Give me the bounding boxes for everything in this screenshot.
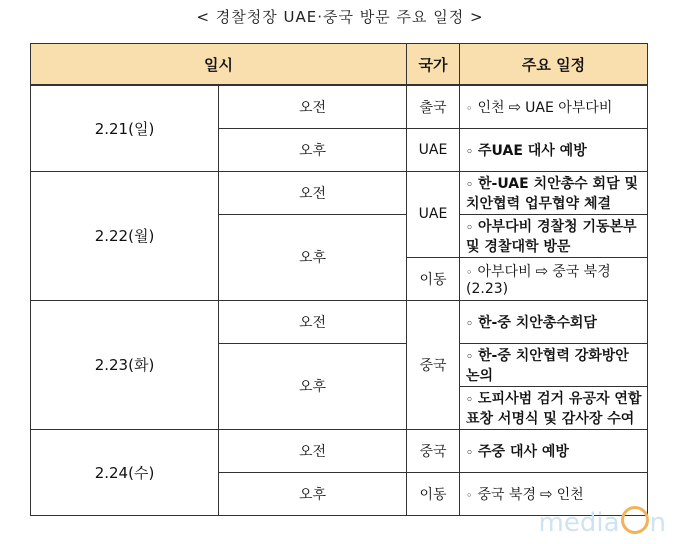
event-text: 도피사범 검거 유공자 연합표창 서명식 및 감사장 수여: [466, 390, 642, 427]
event-text: 아부다비 경찰청 기동본부 및 경찰대학 방문: [466, 218, 637, 255]
ring-bullet-icon: ◦: [466, 265, 473, 279]
time-cell: 오전: [219, 429, 407, 472]
schedule-table: [30, 43, 648, 516]
time-cell: 오후: [219, 472, 407, 515]
time-cell: 오전: [219, 300, 407, 343]
ring-bullet-icon: ◦: [466, 177, 474, 191]
watermark-prefix: media: [538, 508, 620, 538]
date-cell: 2.22(월): [31, 171, 219, 300]
event-text: 한-UAE 치안총수 회담 및 치안협력 업무협약 체결: [466, 175, 638, 212]
country-cell: 출국: [407, 85, 460, 128]
event-text: 주UAE 대사 예방: [478, 142, 587, 159]
event-text: 중국 북경: [477, 486, 537, 503]
time-cell: 오전: [219, 85, 407, 128]
table-row: [31, 171, 648, 214]
date-cell: 2.23(화): [31, 300, 219, 429]
time-cell: 오전: [219, 171, 407, 214]
event-text: 인천: [556, 486, 584, 503]
event-cell: [460, 429, 648, 472]
ring-bullet-icon: ◦: [466, 220, 474, 234]
ring-bullet-icon: ◦: [466, 349, 474, 363]
watermark-logo: [539, 506, 666, 538]
event-text: 한-중 치안총수회담: [478, 314, 597, 331]
ring-bullet-icon: ◦: [466, 445, 474, 459]
time-cell: 오후: [219, 128, 407, 171]
country-cell: UAE: [407, 128, 460, 171]
ring-bullet-icon: ◦: [466, 488, 473, 502]
event-text: 아부다비: [477, 263, 532, 280]
table-row: [31, 85, 648, 128]
country-cell: 중국: [407, 429, 460, 472]
country-cell: 중국: [407, 300, 460, 429]
event-text: 한-중 치안협력 강화방안 논의: [466, 347, 629, 384]
country-cell: UAE: [407, 171, 460, 257]
event-text: 인천: [477, 99, 505, 116]
header-row: [31, 44, 648, 86]
ring-bullet-icon: ◦: [466, 392, 474, 406]
event-text: UAE 아부다비: [525, 99, 613, 116]
event-text: 중국 북경(2.23): [466, 263, 611, 297]
event-cell: [460, 171, 648, 214]
header-schedule: 주요 일정: [460, 44, 648, 86]
outline-right-arrow-icon: ⇨: [540, 484, 553, 503]
page-title: < 경찰청장 UAE·중국 방문 주요 일정 >: [196, 8, 484, 26]
event-cell: [460, 343, 648, 386]
ring-bullet-icon: ◦: [466, 101, 473, 115]
header-country: 국가: [407, 44, 460, 86]
event-cell: [460, 300, 648, 343]
country-cell: 이동: [407, 472, 460, 515]
event-cell: [460, 257, 648, 300]
date-cell: 2.24(수): [31, 429, 219, 515]
watermark-suffix: n: [649, 508, 666, 538]
event-text: 주중 대사 예방: [478, 443, 569, 460]
date-cell: 2.21(일): [31, 85, 219, 171]
header-date: 일시: [31, 44, 407, 86]
table-row: [31, 429, 648, 472]
watermark-circle-icon: [621, 506, 649, 534]
event-cell: [460, 85, 648, 128]
outline-right-arrow-icon: ⇨: [535, 261, 549, 280]
time-cell: 오후: [219, 214, 407, 300]
outline-right-arrow-icon: ⇨: [508, 97, 522, 116]
event-cell: [460, 386, 648, 429]
event-cell: [460, 214, 648, 257]
event-cell: [460, 128, 648, 171]
table-row: [31, 300, 648, 343]
time-cell: 오후: [219, 343, 407, 429]
ring-bullet-icon: ◦: [466, 144, 474, 158]
country-cell: 이동: [407, 257, 460, 300]
ring-bullet-icon: ◦: [466, 316, 474, 330]
